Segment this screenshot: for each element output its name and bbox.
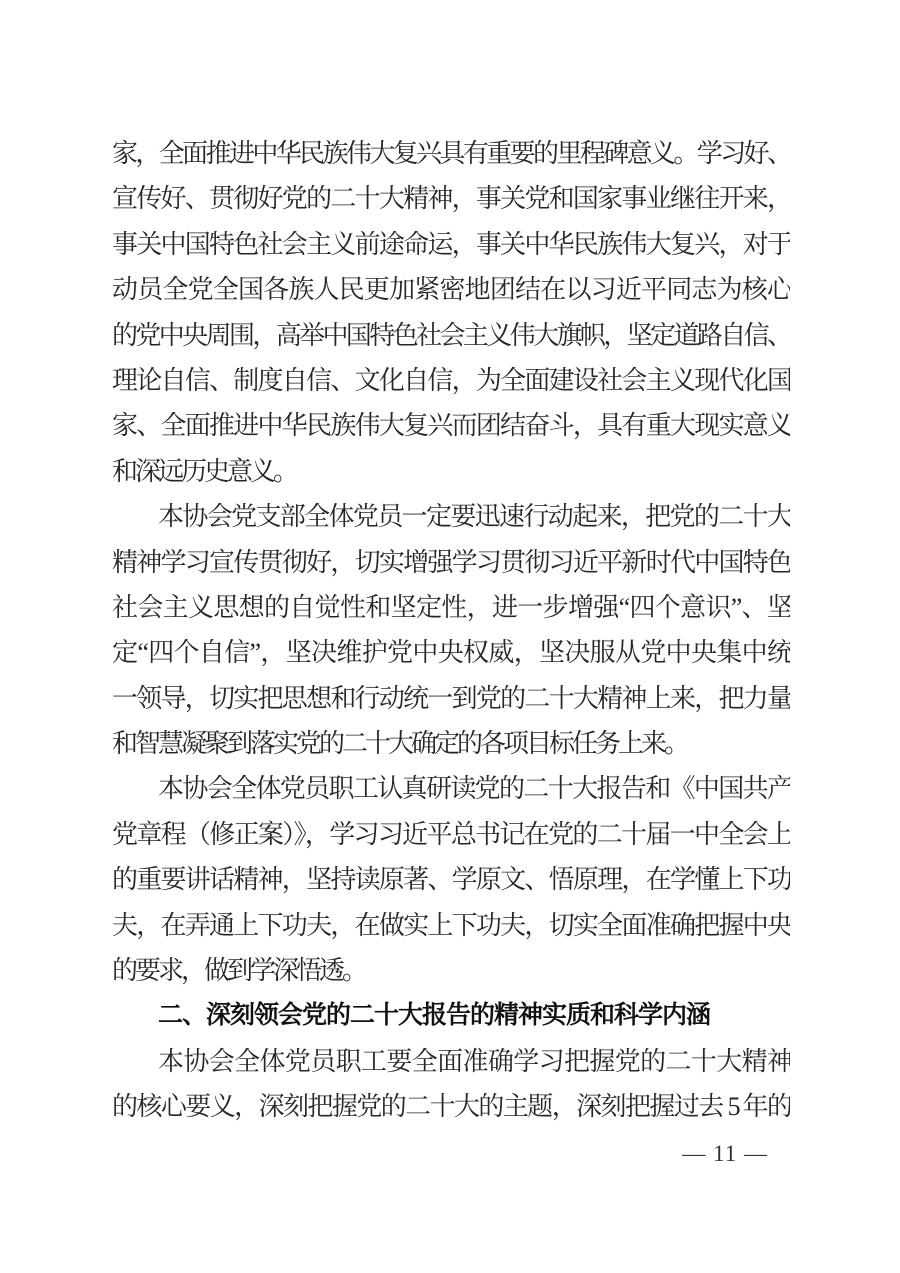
text-line: 的核心要义，深刻把握党的二十大的主题，深刻把握过去 5 年的 <box>112 1092 790 1122</box>
text-line: 的要求，做到学深悟透。 <box>112 956 366 986</box>
text-line: 的重要讲话精神，坚持读原著、学原文、悟原理，在学懂上下功 <box>112 865 790 895</box>
text-line: 一领导，切实把思想和行动统一到党的二十大精神上来，把力量 <box>112 683 790 713</box>
text-line: 动员全党全国各族人民更加紧密地团结在以习近平同志为核心 <box>112 275 790 305</box>
text-line: 定“四个自信”，坚决维护党中央权威，坚决服从党中央集中统 <box>112 638 790 668</box>
page-number: — 11 — <box>682 1141 768 1166</box>
text-line: 的党中央周围，高举中国特色社会主义伟大旗帜，坚定道路自信、 <box>112 320 790 350</box>
text-line: 本协会全体党员职工认真研读党的二十大报告和《中国共产 <box>158 774 790 804</box>
text-line: 党章程（修正案）》，学习习近平总书记在党的二十届一中全会上 <box>112 819 790 849</box>
text-line: 本协会党支部全体党员一定要迅速行动起来，把党的二十大 <box>158 502 790 532</box>
document-body <box>112 131 790 1130</box>
text-line: 家，全面推进中华民族伟大复兴具有重要的里程碑意义。学习好、 <box>112 139 790 168</box>
text-line: 和智慧凝聚到落实党的二十大确定的各项目标任务上来。 <box>112 729 688 759</box>
text-line: 家、全面推进中华民族伟大复兴而团结奋斗，具有重大现实意义 <box>112 411 790 441</box>
text-line: 和深远历史意义。 <box>112 456 297 486</box>
text-line: 事关中国特色社会主义前途命运，事关中华民族伟大复兴，对于 <box>112 229 790 259</box>
text-line: 理论自信、制度自信、文化自信，为全面建设社会主义现代化国 <box>112 365 790 395</box>
text-line: 宣传好、贯彻好党的二十大精神，事关党和国家事业继往开来， <box>112 184 790 214</box>
text-line: 社会主义思想的自觉性和坚定性，进一步增强“四个意识”、坚 <box>112 592 790 622</box>
text-line: 本协会全体党员职工要全面准确学习把握党的二十大精神 <box>158 1046 790 1076</box>
text-line: 精神学习宣传贯彻好，切实增强学习贯彻习近平新时代中国特色 <box>112 547 790 577</box>
section-heading: 二、深刻领会党的二十大报告的精神实质和科学内涵 <box>158 1001 711 1030</box>
text-line: 夫，在弄通上下功夫，在做实上下功夫，切实全面准确把握中央 <box>112 910 790 940</box>
